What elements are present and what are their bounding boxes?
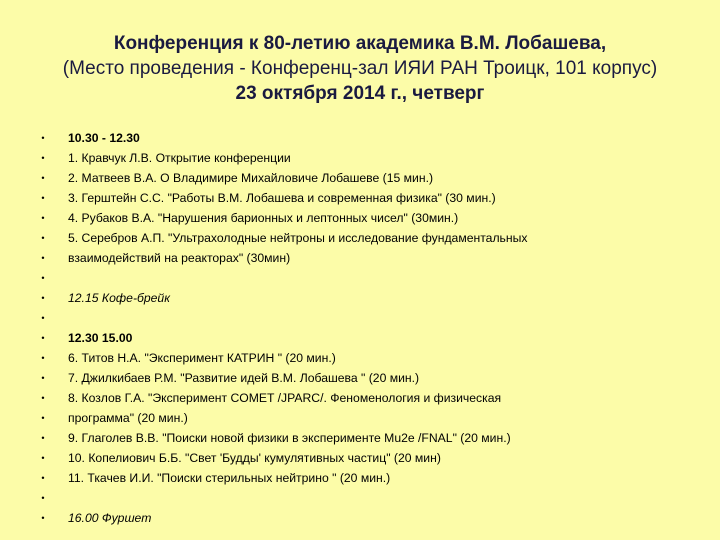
bullet-icon: •: [41, 473, 45, 483]
agenda-text: 6. Титов Н.А. "Эксперимент КАТРИН " (20 мин.): [68, 351, 336, 365]
agenda-item-empty: [38, 308, 698, 328]
agenda-text: 11. Ткачев И.И. "Поиски стерильных нейтрино " (20 мин.): [68, 471, 391, 485]
agenda-text: 7. Джилкибаев Р.М. "Развитие идей В.М. Лобашева " (20 мин.): [68, 371, 420, 385]
agenda-text: 8. Козлов Г.А. "Эксперимент COMET /JPARC/. Феноменология и физическая: [68, 391, 502, 405]
agenda-item-talk-3: [38, 188, 698, 208]
title-block: [0, 31, 720, 106]
bullet-icon: •: [41, 193, 45, 203]
agenda-item-talk-5: [38, 228, 698, 248]
agenda-text: 12.30 15.00: [68, 331, 133, 345]
date-line: 23 октября 2014 г., четверг: [235, 83, 485, 104]
conference-title: Конференция к 80-летию академика В.М. Лобашева,: [113, 33, 607, 54]
agenda-item-talk-7: [38, 368, 698, 388]
bullet-icon: •: [41, 353, 45, 363]
bullet-icon: •: [41, 373, 45, 383]
bullet-icon: •: [41, 233, 45, 243]
agenda-item-talk-1: [38, 148, 698, 168]
agenda-item-talk-2: [38, 168, 698, 188]
agenda-item-session-2-time: [38, 328, 698, 348]
bullet-icon: •: [41, 453, 45, 463]
agenda-text: 9. Глаголев В.В. "Поиски новой физики в эксперименте Mu2e /FNAL" (20 мин.): [68, 431, 511, 445]
bullet-icon: •: [41, 253, 45, 263]
bullet-icon: •: [41, 333, 45, 343]
bullet-icon: •: [41, 213, 45, 223]
agenda-item-talk-11: [38, 468, 698, 488]
agenda-text: 5. Серебров А.П. "Ультрахолодные нейтроны и исследование фундаментальных: [68, 231, 528, 245]
agenda-item-talk-8-cont: [38, 408, 698, 428]
agenda-item-session-1-time: [38, 128, 698, 148]
agenda-text: 16.00 Фуршет: [68, 511, 152, 525]
agenda-item-empty: [38, 268, 698, 288]
venue-line: (Место проведения - Конференц-зал ИЯИ РАН Троицк, 101 корпус): [62, 58, 658, 79]
agenda-text: 3. Герштейн С.С. "Работы В.М. Лобашева и современная физика" (30 мин.): [68, 191, 496, 205]
agenda-text: 10.30 - 12.30: [68, 131, 140, 145]
agenda-item-talk-8: [38, 388, 698, 408]
agenda-list: [38, 128, 698, 528]
agenda-text: взаимодействий на реакторах" (30мин): [68, 251, 291, 265]
bullet-icon: •: [41, 313, 45, 323]
agenda-item-talk-5-cont: [38, 248, 698, 268]
bullet-icon: •: [41, 433, 45, 443]
agenda-item-buffet: [38, 508, 698, 528]
bullet-icon: •: [41, 293, 45, 303]
agenda-text: программа" (20 мин.): [68, 411, 188, 425]
bullet-icon: •: [41, 273, 45, 283]
bullet-icon: •: [41, 393, 45, 403]
agenda-item-empty: [38, 488, 698, 508]
agenda-text: 2. Матвеев В.А. О Владимире Михайловиче Лобашеве (15 мин.): [68, 171, 434, 185]
agenda-item-coffee-break: [38, 288, 698, 308]
bullet-icon: •: [41, 133, 45, 143]
agenda-text: 4. Рубаков В.А. "Нарушения барионных и лептонных чисел" (30мин.): [68, 211, 459, 225]
bullet-icon: •: [41, 513, 45, 523]
agenda-text: 10. Копелиович Б.Б. "Свет 'Будды' кумулятивных частиц" (20 мин): [68, 451, 441, 465]
agenda-text: 12.15 Кофе-брейк: [68, 291, 170, 305]
agenda-item-talk-6: [38, 348, 698, 368]
agenda-item-talk-10: [38, 448, 698, 468]
agenda-item-talk-4: [38, 208, 698, 228]
bullet-icon: •: [41, 173, 45, 183]
agenda-text: 1. Кравчук Л.В. Открытие конференции: [68, 151, 291, 165]
bullet-icon: •: [41, 153, 45, 163]
bullet-icon: •: [41, 413, 45, 423]
agenda-item-talk-9: [38, 428, 698, 448]
bullet-icon: •: [41, 493, 45, 503]
